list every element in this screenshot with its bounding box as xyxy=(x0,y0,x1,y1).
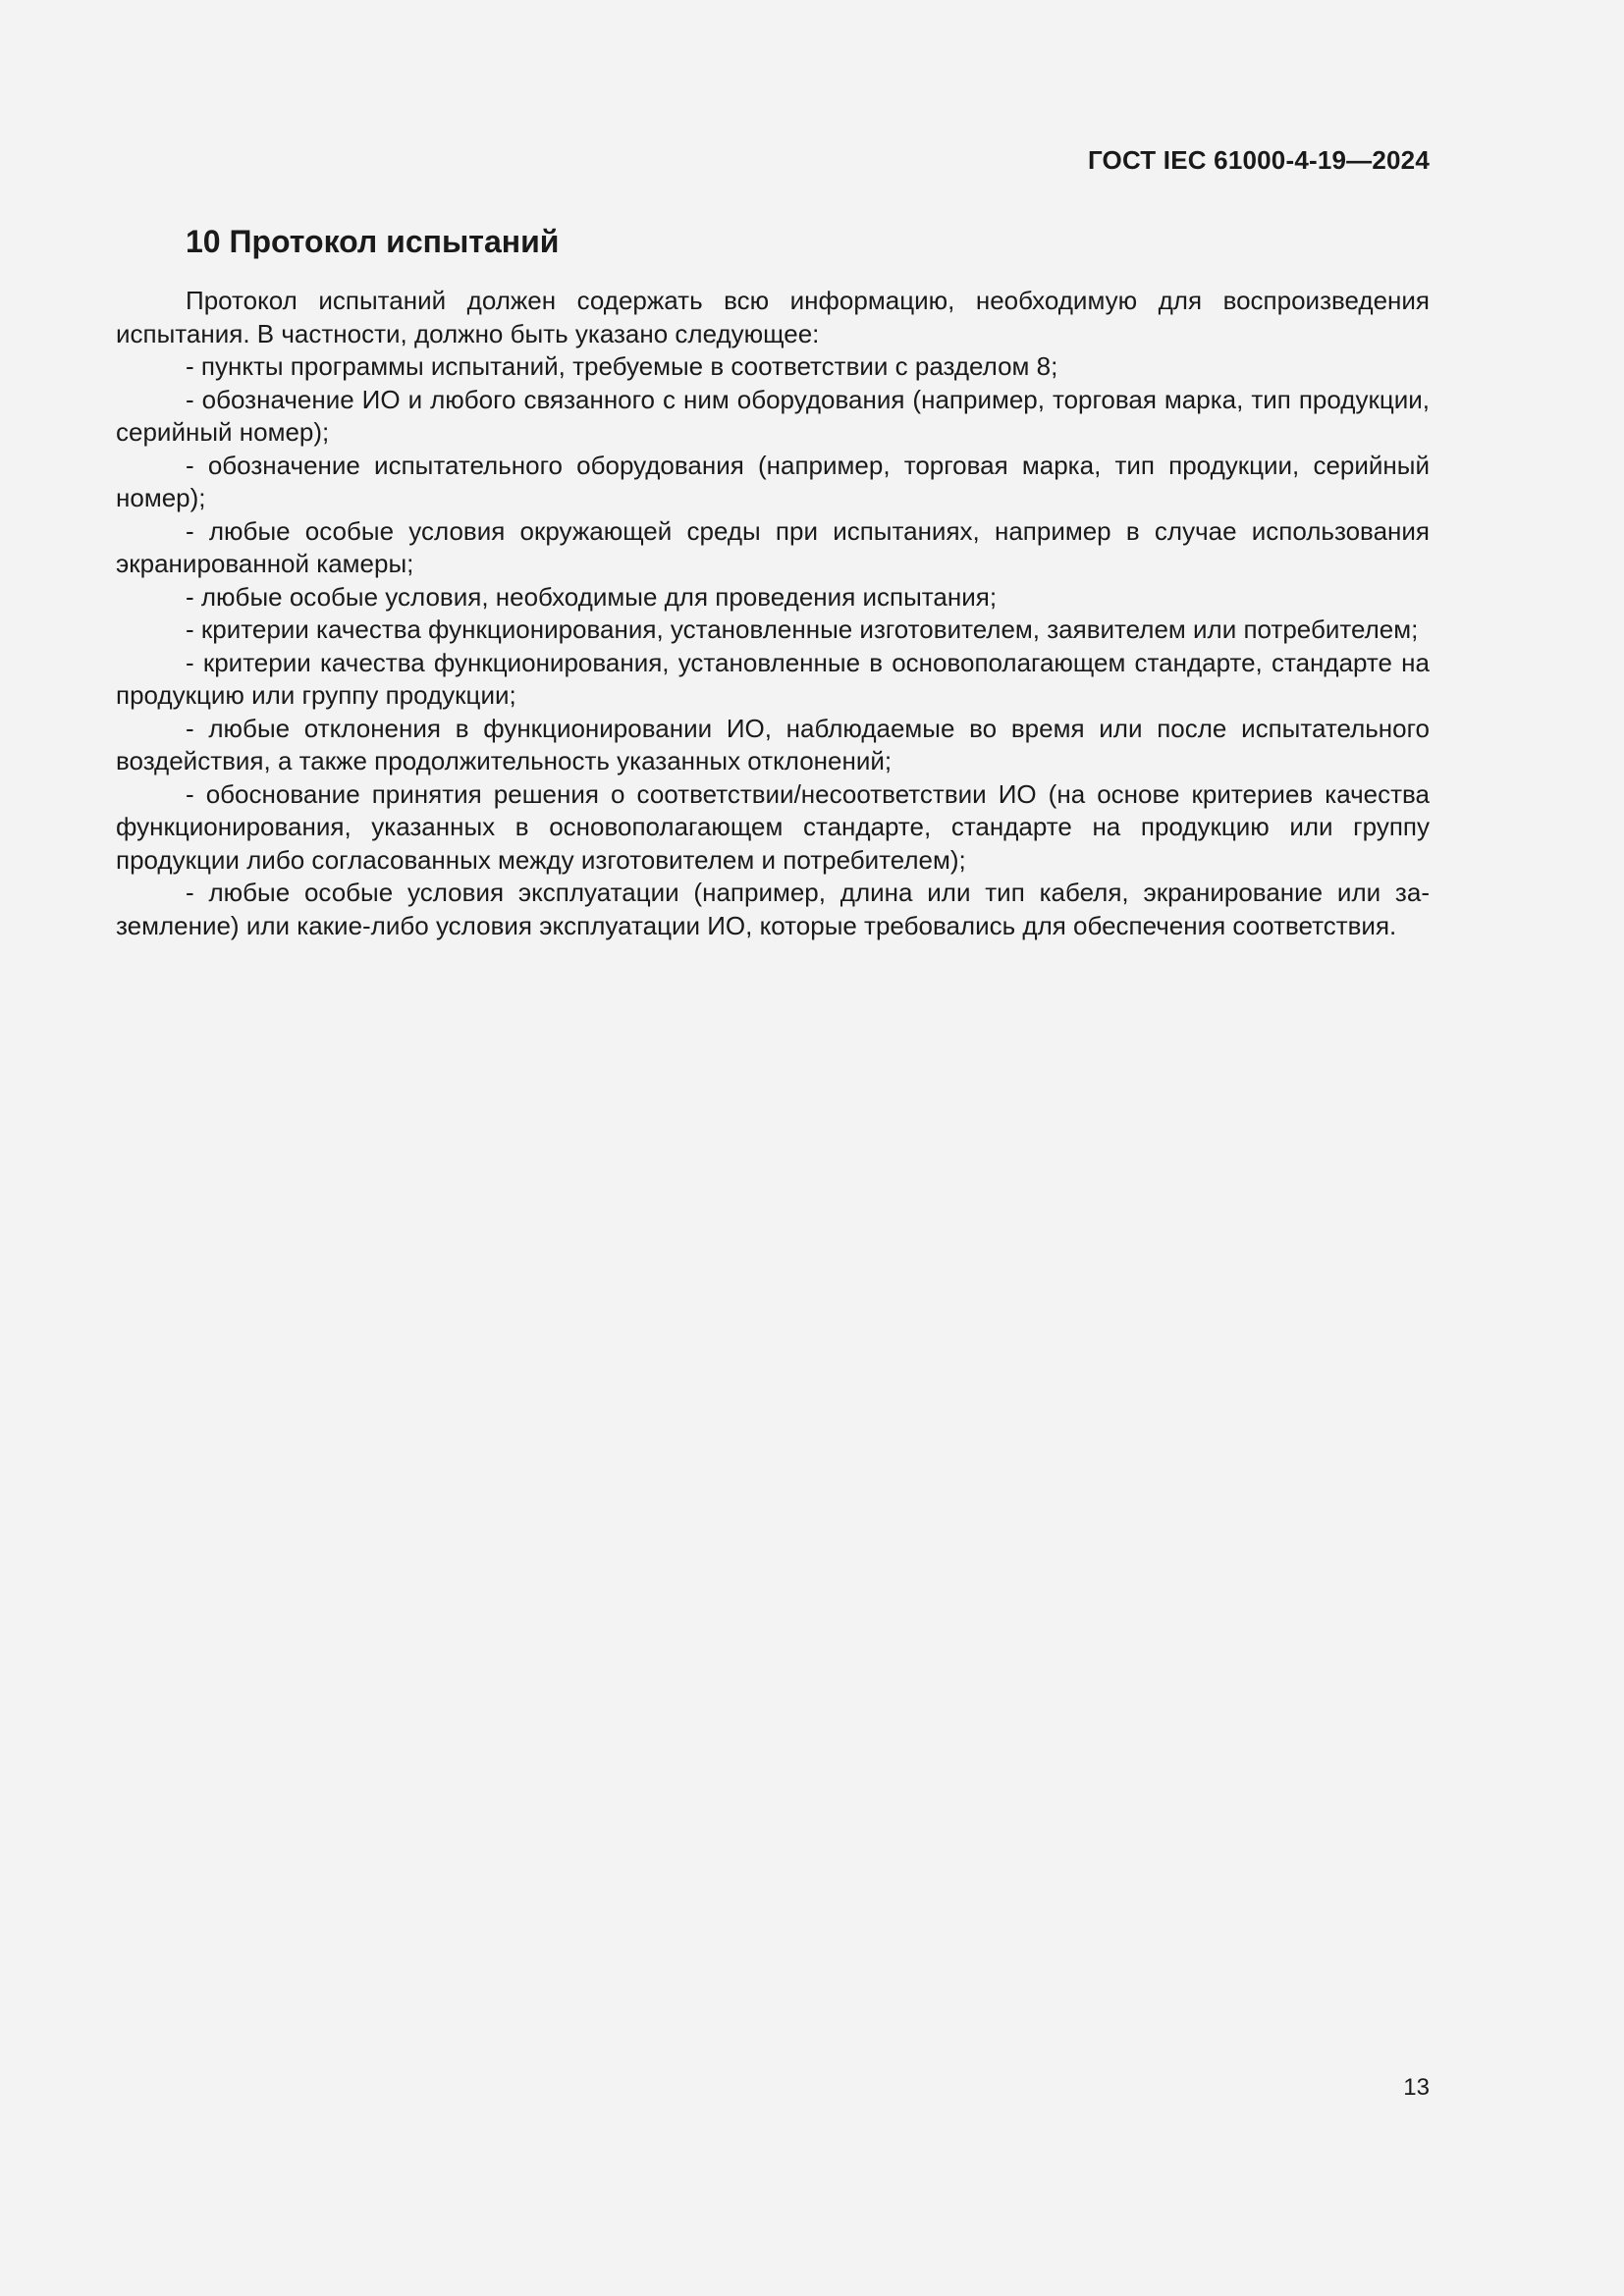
section-body xyxy=(116,285,1430,942)
list-item: - критерии качества функционирования, установленные изготовителем, заявителем или потребителем; xyxy=(186,614,1419,644)
list-item: - любые особые условия окружающей среды при испытаниях, например в случае использования экранированной камеры; xyxy=(116,515,1430,578)
list-item: - любые отклонения в функционировании ИО, наблюдаемые во время или после испытательного воздействия, а также продолжительность указанных отклонений; xyxy=(116,713,1430,775)
list-item: - пункты программы испытаний, требуемые в соответствии с разделом 8; xyxy=(186,351,1058,381)
intro-paragraph: Протокол испытаний должен содержать всю информацию, необходимую для воспроизведения испытания. В частности, должно быть указано следующее: xyxy=(116,286,1430,348)
section-title: 10 Протокол испытаний xyxy=(186,224,560,259)
page-number: 13 xyxy=(1403,2074,1430,2101)
list-item: - любые особые условия, необходимые для проведения испытания; xyxy=(186,581,998,612)
list-item: - любые особые условия эксплуатации (например, длина или тип кабеля, экранирование или заземление) или какие-либо условия эксплуатации ИО, которые требовались для обеспечения соответствия. xyxy=(116,878,1430,940)
document-code: ГОСТ IEC 61000-4-19—2024 xyxy=(1087,145,1430,175)
list-item: - обозначение ИО и любого связанного с ним оборудования (например, торговая марка, тип продукции, серийный номер); xyxy=(116,384,1430,447)
list-item: - критерии качества функционирования, установленные в основополагающем стандарте, стандарте на продукцию или группу продукции; xyxy=(116,647,1430,710)
list-item: - обоснование принятия решения о соответствии/несоответствии ИО (на основе критериев качества функционирования, указанных в основополагающем стандарте, стандарте на продукцию или группу продукции либо согласованных между изготовителем и потребителем); xyxy=(116,778,1430,875)
list-item: - обозначение испытательного оборудования (например, торговая марка, тип продукции, серийный номер); xyxy=(116,450,1430,512)
